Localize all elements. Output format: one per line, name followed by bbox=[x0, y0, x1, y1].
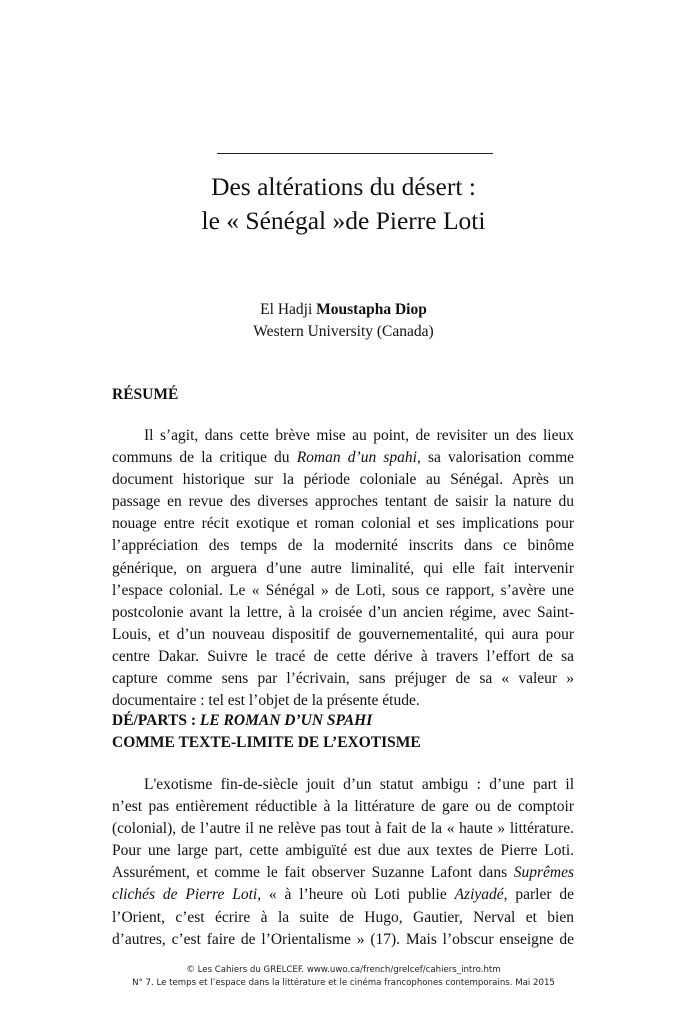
title-line-1: Des altérations du désert : bbox=[211, 172, 476, 201]
body-line-5-start: Assurément, et comme le fait observer Suzanne Lafont dans bbox=[112, 864, 514, 882]
title-rule bbox=[217, 153, 493, 154]
section-heading-prefix: DÉ/PARTS : bbox=[112, 712, 200, 729]
body-italic-work: Suprêmes bbox=[513, 864, 574, 882]
body-italic-aziyade: Aziyadé bbox=[454, 886, 504, 904]
resume-line: document historique sur la période coloniale au Sénégal. Après un bbox=[112, 471, 574, 489]
body-line: (colonial), de l’autre il ne relève pas tout à fait de la « haute » littérature. bbox=[112, 820, 574, 838]
resume-line: postcolonie avant la lettre, à la croisée d’un ancien régime, avec Saint- bbox=[112, 603, 574, 621]
article-title bbox=[0, 170, 687, 238]
author-last-name: Moustapha Diop bbox=[316, 301, 427, 318]
resume-line: l’espace colonial. Le « Sénégal » de Loti, sous ce rapport, s’avère une bbox=[112, 581, 574, 599]
author-first-name: El Hadji bbox=[260, 301, 313, 318]
section-heading bbox=[112, 710, 421, 754]
body-italic-work-cont: clichés de Pierre Loti bbox=[112, 886, 258, 904]
resume-line-2-end: , sa valorisation comme bbox=[416, 449, 575, 467]
resume-heading: RÉSUMÉ bbox=[112, 386, 179, 403]
author-affiliation: Western University (Canada) bbox=[253, 323, 434, 340]
body-line: l’Orient, c’est écrire à la suite de Hugo, Gautier, Nerval et bien bbox=[112, 908, 574, 926]
section-heading-line-2: COMME TEXTE-LIMITE DE L’EXOTISME bbox=[112, 734, 421, 751]
resume-line: passage en revue des diverses approches tentant de saisir la nature du bbox=[112, 493, 574, 511]
resume-line: Louis, et d’un nouveau dispositif de gouvernementalité, qui aura pour bbox=[112, 625, 574, 643]
resume-line: documentaire : tel est l’objet de la présente étude. bbox=[112, 692, 420, 710]
title-line-2: le « Sénégal »de Pierre Loti bbox=[201, 206, 486, 235]
body-line bbox=[112, 862, 574, 884]
body-line: d’autres, c’est faire de l’Orientalisme » (17). Mais l’obscur enseigne de bbox=[112, 930, 574, 948]
resume-line: capture comme sens par l’écrivain, sans préjuger de sa « valeur » bbox=[112, 670, 574, 688]
resume-line: nouage entre récit exotique et roman colonial et ses implications pour bbox=[112, 515, 574, 533]
resume-line: Il s’agit, dans cette brève mise au point, de revisiter un des lieux bbox=[144, 427, 574, 444]
resume-paragraph bbox=[112, 425, 574, 712]
footer-copyright: © Les Cahiers du GRELCEF. www.uwo.ca/french/grelcef/cahiers_intro.htm bbox=[186, 965, 501, 975]
resume-line-2-start: communs de la critique du bbox=[112, 449, 297, 467]
body-paragraph bbox=[112, 774, 574, 951]
section-heading-italic: LE ROMAN D’UN SPAHI bbox=[199, 712, 373, 729]
body-line: Pour une large part, cette ambiguïté est due aux textes de Pierre Loti. bbox=[112, 842, 574, 860]
body-line: n’est pas entièrement réductible à la littérature de gare ou de comptoir bbox=[112, 798, 574, 816]
footer-issue: N° 7. Le temps et l’espace dans la littérature et le cinéma francophones contemporains. Mai 2015 bbox=[132, 978, 555, 988]
resume-line: l’appréciation des temps de la modernité inscrits dans ce binôme bbox=[112, 537, 574, 555]
author-name bbox=[0, 299, 687, 321]
body-line bbox=[112, 884, 574, 906]
section-heading-line-1 bbox=[112, 710, 421, 732]
resume-line: générique, on arguera d’une autre liminalité, qui elle fait intervenir bbox=[112, 559, 574, 577]
resume-italic-title: Roman d’un spahi bbox=[296, 449, 417, 467]
author-block bbox=[0, 299, 687, 343]
body-line-6-end: , parler de bbox=[503, 886, 574, 904]
body-line-6-mid: , « à l’heure où Loti publie bbox=[257, 886, 455, 904]
resume-line bbox=[112, 447, 574, 469]
body-line: L'exotisme fin-de-siècle jouit d’un statut ambigu : d’une part il bbox=[144, 776, 574, 793]
resume-line: centre Dakar. Suivre le tracé de cette dérive à travers l’effort de sa bbox=[112, 647, 574, 665]
page-footer bbox=[0, 964, 687, 990]
